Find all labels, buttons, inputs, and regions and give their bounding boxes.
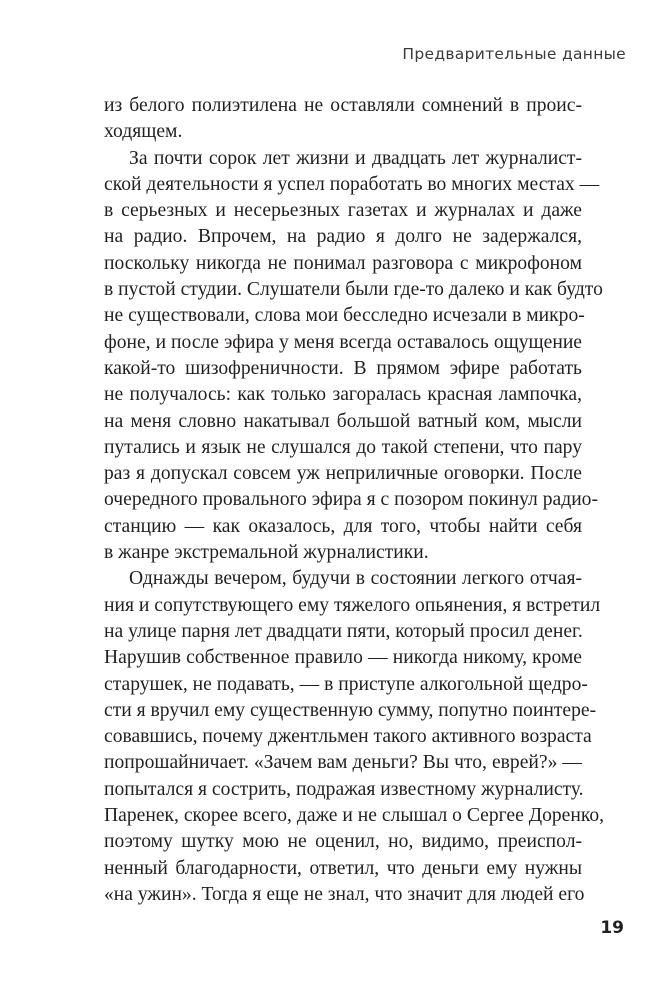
text-line: в пустой студии. Слушатели были где-то далеко и как будто <box>104 279 603 301</box>
text-line: поскольку никогда не понимал разговора с микрофоном <box>104 252 582 274</box>
text-line: на радио. Впрочем, на радио я долго не задержался, <box>104 226 582 248</box>
running-header: Предварительные данные <box>402 45 626 63</box>
text-line: очередного провального эфира я с позором покинул радио- <box>104 489 599 511</box>
text-line: фоне, и после эфира у меня всегда оставалось ощущение <box>104 331 582 353</box>
text-line: путались и язык не слушался до такой степени, что пару <box>104 436 582 458</box>
text-line: совавшись, почему джентльмен такого активного возраста <box>104 726 592 748</box>
text-line: не существовали, слова мои бесследно исчезали в микро- <box>104 305 585 327</box>
text-line: какой-то шизофреничности. В прямом эфире работать <box>104 357 582 379</box>
text-line: сти я вручил ему существенную сумму, попутно поинтере- <box>104 699 597 721</box>
body-text <box>104 93 605 908</box>
text-line: из белого полиэтилена не оставляли сомнений в проис- <box>104 95 582 116</box>
text-line: ненный благодарности, ответил, что деньги ему нужны <box>104 857 582 879</box>
page-number: 19 <box>600 918 624 938</box>
text-line: «на ужин». Тогда я еще не знал, что значит для людей его <box>104 883 585 905</box>
text-line: Однажды вечером, будучи в состоянии легкого отчая- <box>129 568 582 590</box>
text-line: на улице парня лет двадцати пяти, который просил денег. <box>104 620 583 642</box>
text-line: ходящем. <box>104 121 183 143</box>
text-line: поэтому шутку мою не оценил, но, видимо, преиспол- <box>104 831 582 853</box>
text-line: За почти сорок лет жизни и двадцать лет журналист- <box>129 147 582 169</box>
text-line: в жанре экстремальной журналистики. <box>104 542 429 564</box>
text-line: ния и сопутствующего ему тяжелого опьянения, я встретил <box>104 594 601 616</box>
text-line: старушек, не подавать, — в приступе алкогольной щедро- <box>104 673 588 695</box>
text-line: Паренек, скорее всего, даже и не слышал о Сергее Доренко, <box>104 805 605 827</box>
text-line: попытался я сострить, подражая известному журналисту. <box>104 778 584 800</box>
text-line: не получалось: как только загоралась красная лампочка, <box>104 384 582 406</box>
text-line: в серьезных и несерьезных газетах и журналах и даже <box>104 200 582 222</box>
text-line: станцию — как оказалось, для того, чтобы найти себя <box>104 515 582 537</box>
text-line: ской деятельности я успел поработать во многих местах — <box>104 173 600 195</box>
text-line: на меня словно накатывал большой ватный ком, мысли <box>104 410 582 432</box>
text-line: Нарушив собственное правило — никогда никому, кроме <box>104 647 582 669</box>
text-line: попрошайничает. «Зачем вам деньги? Вы что, еврей?» — <box>104 752 582 774</box>
text-line: раз я допускал совсем уж неприличные оговорки. После <box>104 463 582 485</box>
